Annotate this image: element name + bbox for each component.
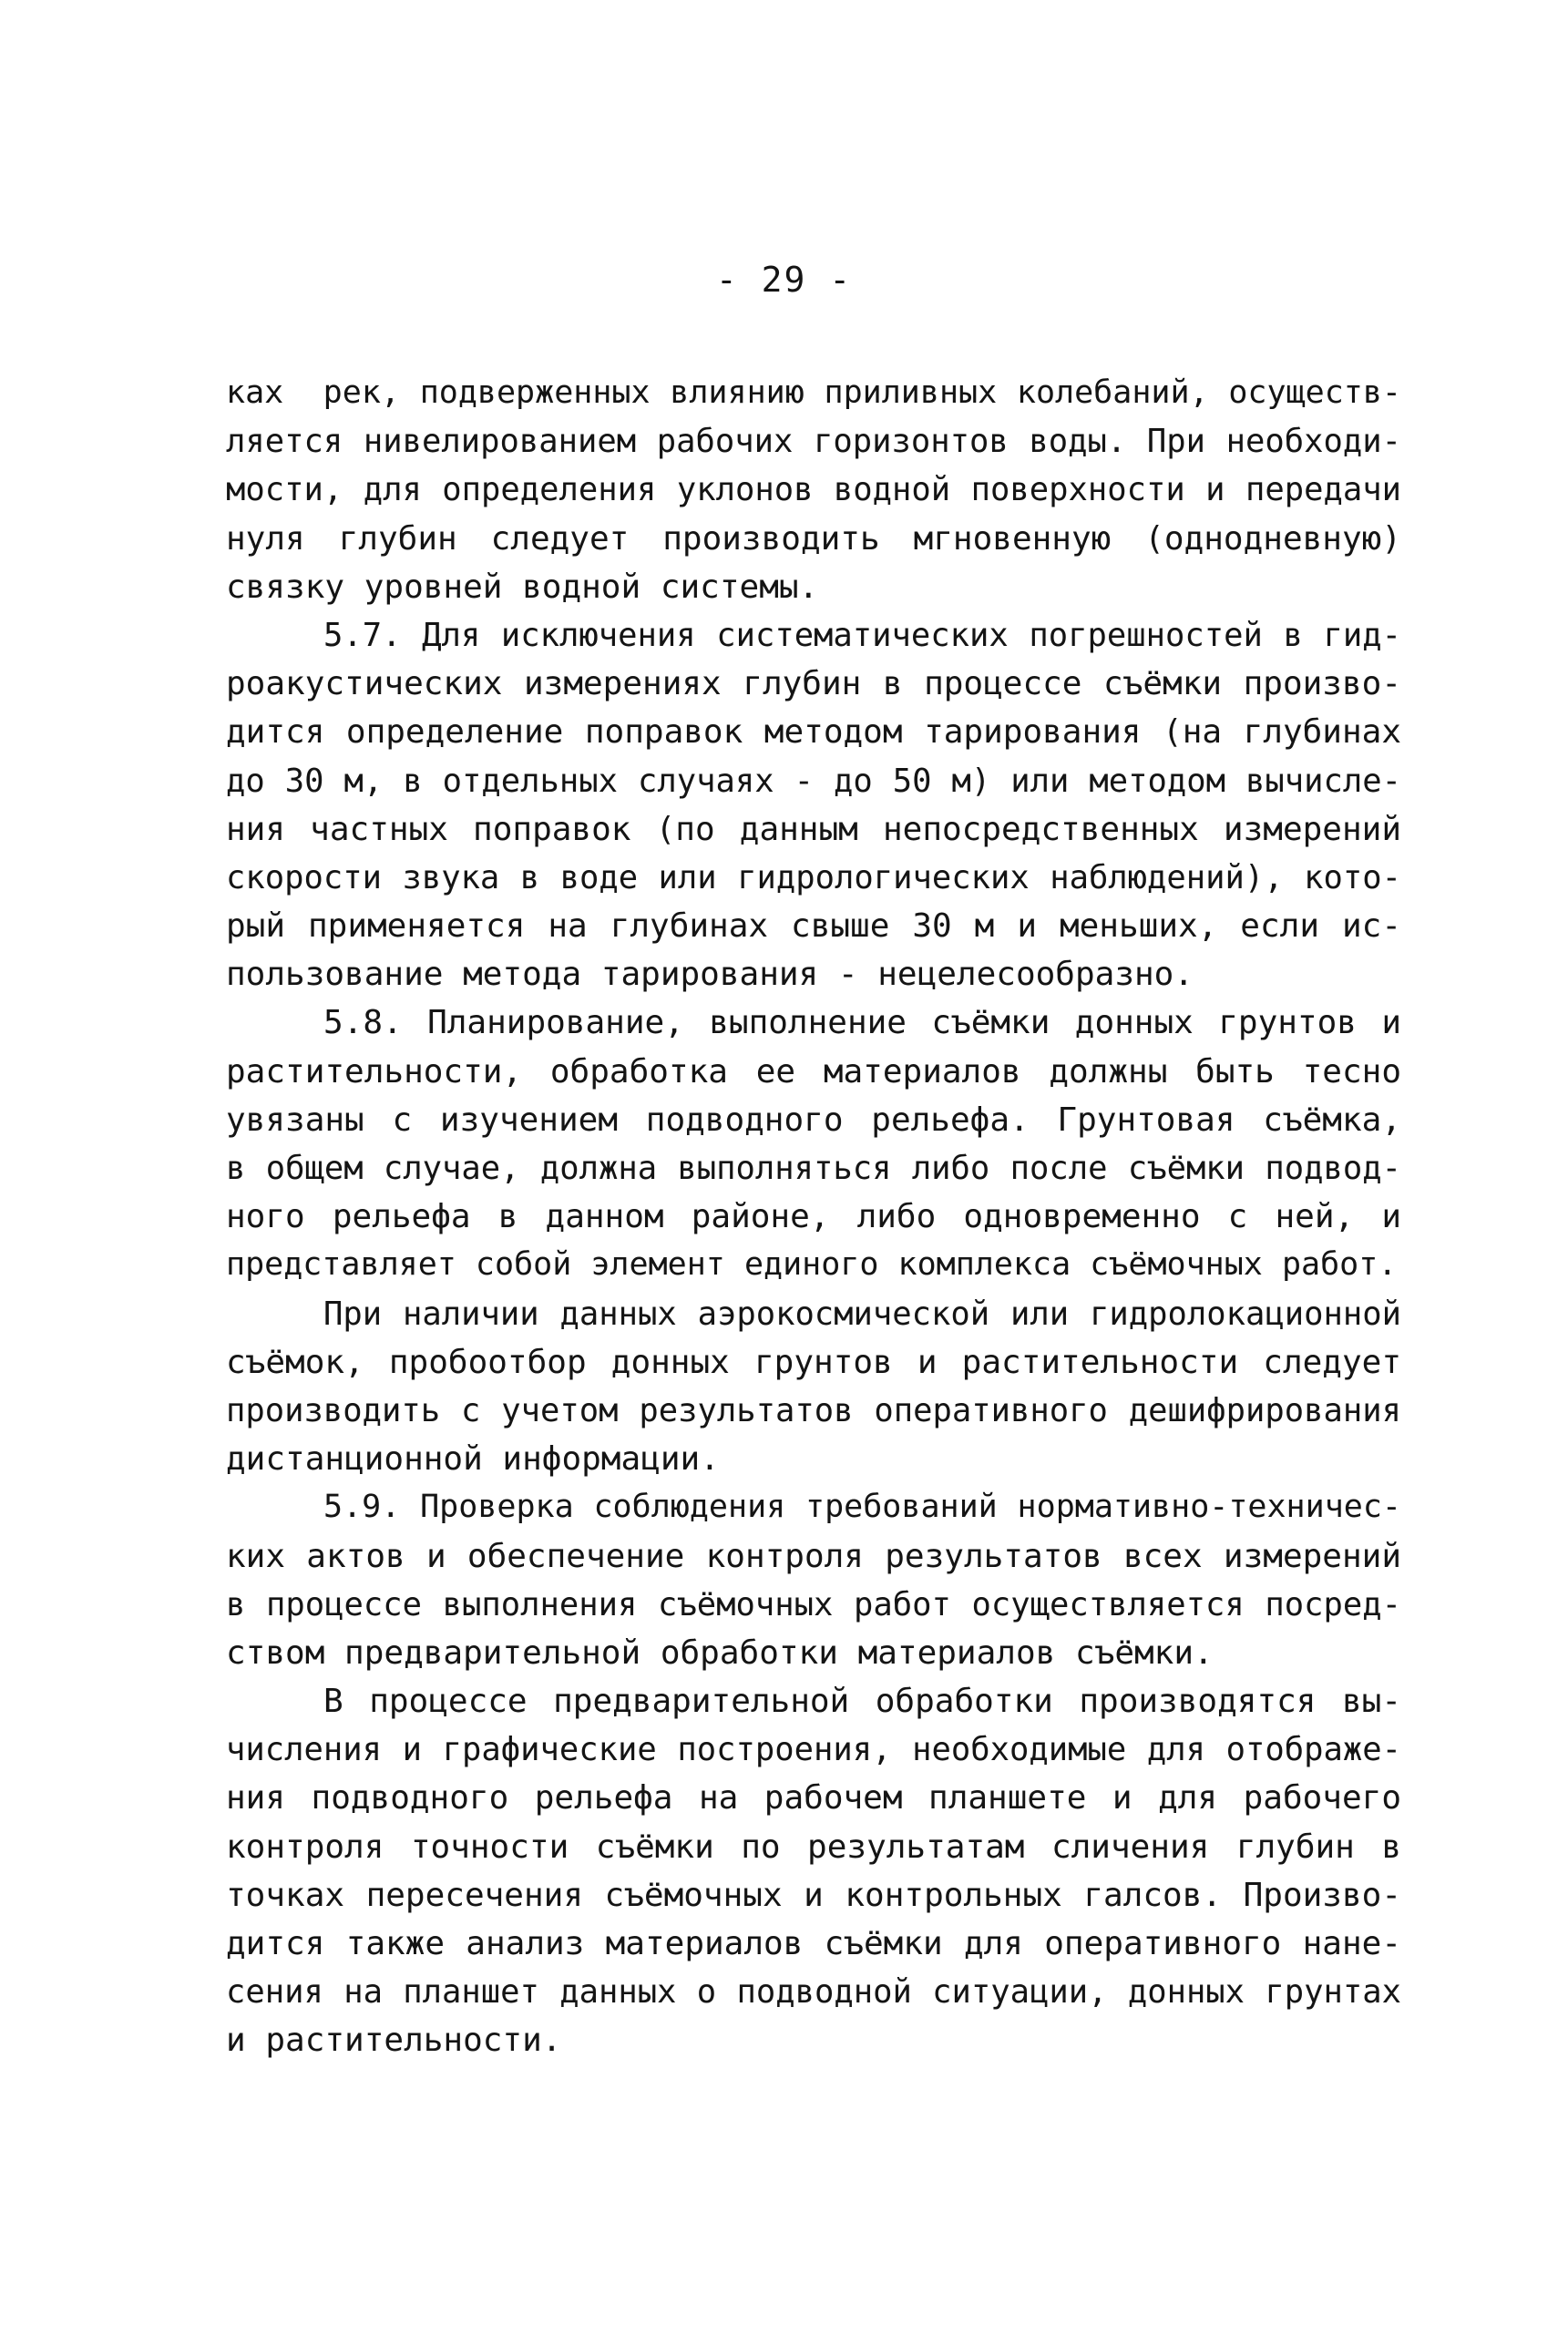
- paragraph-5-8-continued: [226, 1290, 1401, 1484]
- text-line: 5.7. Для исключения систематических погрешностей в гид-: [323, 616, 1401, 654]
- text-line: дистанционной информации.: [226, 1440, 720, 1479]
- paragraph-5-9-continued: [226, 1677, 1401, 2065]
- text-line: ляется нивелированием рабочих горизонтов воды. При необходи-: [226, 423, 1401, 461]
- text-line: контроля точности съёмки по результатам сличения глубин в: [226, 1828, 1401, 1866]
- text-line: ного рельефа в данном районе, либо одновременно с ней, и: [226, 1198, 1401, 1236]
- text-line: точках пересечения съёмочных и контрольных галсов. Произво-: [226, 1876, 1401, 1914]
- text-line: В процессе предварительной обработки производятся вы-: [323, 1683, 1401, 1721]
- text-line: дится также анализ материалов съёмки для оперативного нане-: [226, 1925, 1401, 1962]
- text-line: ния частных поправок (по данным непосредственных измерений: [226, 810, 1401, 848]
- text-line: ством предварительной обработки материалов съёмки.: [226, 1633, 1214, 1672]
- text-line: 5.9. Проверка соблюдения требований нормативно-техничес-: [323, 1489, 1401, 1526]
- body-text: [226, 369, 1401, 2065]
- text-line: дится определение поправок методом тарирования (на глубинах: [226, 713, 1401, 752]
- text-line: При наличии данных аэрокосмической или гидролокационной: [323, 1295, 1401, 1333]
- text-line: увязаны с изучением подводного рельефа. Грунтовая съёмка,: [226, 1101, 1401, 1139]
- page-number: - 29 -: [715, 260, 853, 300]
- text-line: ках рек, подверженных влиянию приливных колебаний, осуществ-: [226, 374, 1401, 411]
- text-line: рый применяется на глубинах свыше 30 м и меньших, если ис-: [226, 907, 1401, 946]
- text-line: в общем случае, должна выполняться либо после съёмки подвод-: [226, 1150, 1401, 1187]
- text-line: пользование метода тарирования - нецелесообразно.: [226, 956, 1194, 994]
- text-line: связку уровней водной системы.: [226, 568, 819, 606]
- text-line: ния подводного рельефа на рабочем планшете и для рабочего: [226, 1779, 1401, 1818]
- text-line: нуля глубин следует производить мгновенную (однодневную): [226, 519, 1401, 558]
- text-line: 5.8. Планирование, выполнение съёмки донных грунтов и: [323, 1004, 1401, 1042]
- text-line: в процессе выполнения съёмочных работ осуществляется посред-: [226, 1585, 1401, 1623]
- text-line: до 30 м, в отдельных случаях - до 50 м) или методом вычисле-: [226, 762, 1401, 800]
- text-line: растительности, обработка ее материалов должны быть тесно: [226, 1052, 1401, 1091]
- paragraph-5-8: [226, 998, 1401, 1289]
- paragraph-5-9: [226, 1483, 1401, 1677]
- text-line: производить с учетом результатов оперативного дешифрирования: [226, 1391, 1401, 1429]
- paragraph-5-7: [226, 611, 1401, 999]
- text-line: скорости звука в воде или гидрологических наблюдений), кото-: [226, 858, 1401, 896]
- text-line: роакустических измерениях глубин в процессе съёмки произво-: [226, 665, 1401, 703]
- text-line: ких актов и обеспечение контроля результатов всех измерений: [226, 1537, 1401, 1575]
- text-line: съёмок, пробоотбор донных грунтов и растительности следует: [226, 1343, 1401, 1381]
- text-line: сения на планшет данных о подводной ситуации, донных грунтах: [226, 1973, 1401, 2012]
- text-line: числения и графические построения, необходимые для отображе-: [226, 1731, 1401, 1769]
- paragraph-intro: [226, 369, 1401, 611]
- text-line: представляет собой элемент единого комплекса съёмочных работ.: [226, 1246, 1398, 1284]
- text-line: мости, для определения уклонов водной поверхности и передачи: [226, 471, 1401, 509]
- text-line: и растительности.: [226, 2022, 562, 2060]
